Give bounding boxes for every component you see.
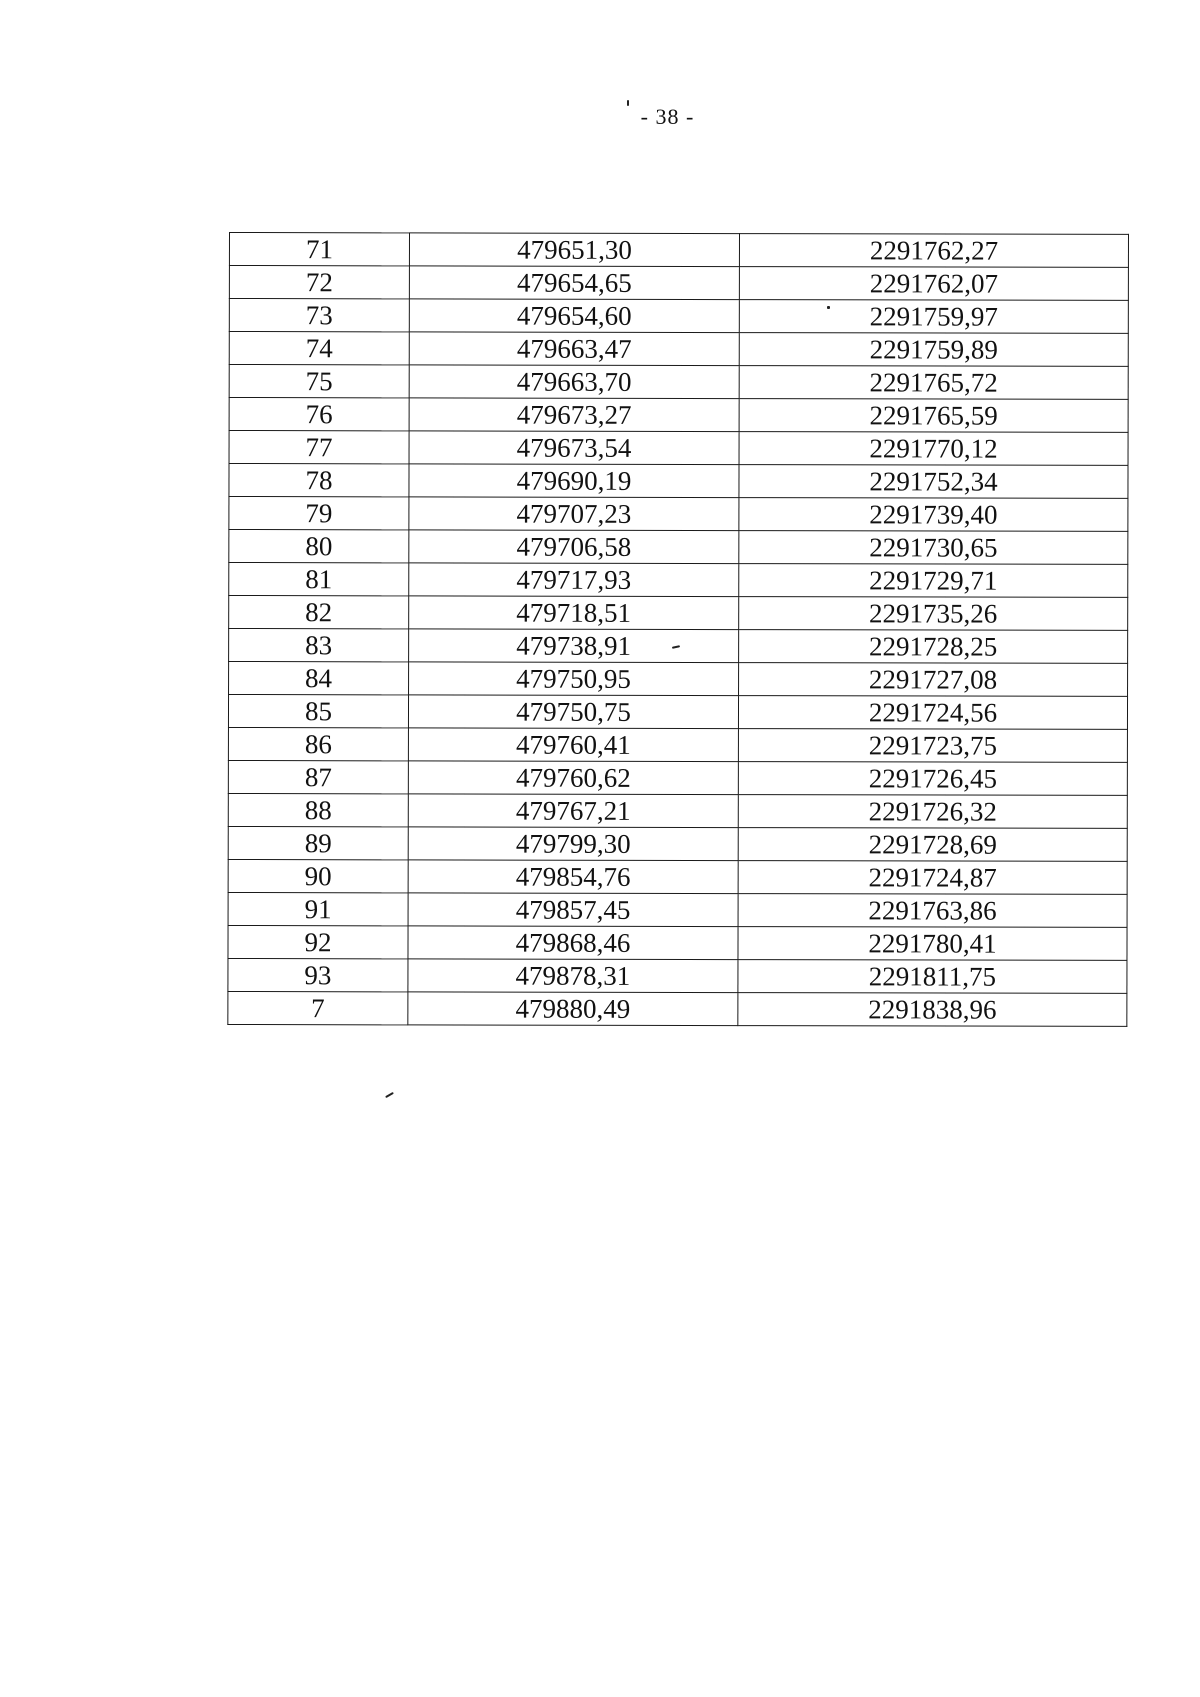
x-coordinate-cell: 479760,62: [408, 761, 738, 795]
point-number-cell: 76: [229, 398, 409, 431]
point-number-cell: 93: [228, 958, 408, 991]
y-coordinate-cell: 2291811,75: [738, 960, 1127, 994]
point-number-cell: 80: [229, 530, 409, 563]
y-coordinate-cell: 2291765,59: [739, 399, 1128, 433]
y-coordinate-cell: 2291727,08: [739, 663, 1128, 697]
point-number-cell: 74: [229, 332, 409, 365]
y-coordinate-cell: 2291838,96: [738, 993, 1127, 1027]
table-row: [229, 431, 1128, 466]
y-coordinate-cell: 2291759,97: [739, 300, 1128, 334]
x-coordinate-cell: 479717,93: [409, 563, 739, 597]
y-coordinate-cell: 2291759,89: [739, 333, 1128, 367]
y-coordinate-cell: 2291762,27: [739, 234, 1128, 268]
point-number-cell: 92: [228, 925, 408, 958]
y-coordinate-cell: 2291752,34: [739, 465, 1128, 499]
y-coordinate-cell: 2291730,65: [739, 531, 1128, 565]
table-row: [229, 299, 1128, 334]
point-number-cell: 85: [228, 695, 408, 728]
x-coordinate-cell: 479868,46: [408, 926, 738, 960]
table-row: [228, 892, 1127, 927]
point-number-cell: 89: [228, 826, 408, 859]
point-number-cell: 82: [229, 596, 409, 629]
scan-speck: [627, 100, 629, 106]
y-coordinate-cell: 2291763,86: [738, 894, 1127, 928]
page-number: - 38 -: [640, 104, 695, 129]
point-number-cell: 78: [229, 464, 409, 497]
x-coordinate-cell: 479654,60: [409, 299, 739, 333]
table-row: [229, 530, 1128, 565]
y-coordinate-cell: 2291723,75: [738, 729, 1127, 763]
point-number-cell: 77: [229, 431, 409, 464]
table-row: [228, 727, 1127, 762]
y-coordinate-cell: 2291726,45: [738, 762, 1127, 796]
x-coordinate-cell: 479880,49: [408, 992, 738, 1026]
x-coordinate-cell: 479663,47: [409, 332, 739, 366]
table-row: [228, 958, 1127, 993]
table-row: [229, 266, 1128, 301]
x-coordinate-cell: 479750,75: [408, 695, 738, 729]
x-coordinate-cell: 479673,54: [409, 431, 739, 465]
table-row: [228, 826, 1127, 861]
point-number-cell: 86: [228, 727, 408, 760]
table-row: [229, 233, 1128, 268]
table-row: [229, 497, 1128, 532]
x-coordinate-cell: 479673,27: [409, 398, 739, 432]
table-row: [228, 925, 1127, 960]
scan-speck: [385, 1092, 394, 1098]
y-coordinate-cell: 2291729,71: [739, 564, 1128, 598]
x-coordinate-cell: 479651,30: [409, 233, 739, 267]
y-coordinate-cell: 2291724,87: [738, 861, 1127, 895]
table-row: [229, 464, 1128, 499]
table-row: [229, 563, 1128, 598]
table-row: [229, 662, 1128, 697]
point-number-cell: 81: [229, 563, 409, 596]
point-number-cell: 73: [229, 299, 409, 332]
x-coordinate-cell: 479654,65: [409, 266, 739, 300]
x-coordinate-cell: 479750,95: [409, 662, 739, 696]
point-number-cell: 84: [229, 662, 409, 695]
x-coordinate-cell: 479799,30: [408, 827, 738, 861]
x-coordinate-cell: 479878,31: [408, 959, 738, 993]
coordinates-table: [227, 232, 1129, 1027]
point-number-cell: 88: [228, 793, 408, 826]
table-row: [228, 991, 1127, 1026]
y-coordinate-cell: 2291770,12: [739, 432, 1128, 466]
x-coordinate-cell: 479760,41: [408, 728, 738, 762]
y-coordinate-cell: 2291765,72: [739, 366, 1128, 400]
table-row: [229, 332, 1128, 367]
point-number-cell: 72: [229, 266, 409, 299]
x-coordinate-cell: 479690,19: [409, 464, 739, 498]
y-coordinate-cell: 2291735,26: [739, 597, 1128, 631]
point-number-cell: 71: [229, 233, 409, 266]
coordinates-table-body: [228, 233, 1129, 1027]
scan-speck: [827, 306, 830, 309]
y-coordinate-cell: 2291762,07: [739, 267, 1128, 301]
table-row: [229, 365, 1128, 400]
table-row: [228, 859, 1127, 894]
y-coordinate-cell: 2291728,25: [739, 630, 1128, 664]
y-coordinate-cell: 2291780,41: [738, 927, 1127, 961]
table-row: [229, 398, 1128, 433]
x-coordinate-cell: 479718,51: [409, 596, 739, 630]
table-row: [228, 695, 1127, 730]
point-number-cell: 87: [228, 760, 408, 793]
y-coordinate-cell: 2291726,32: [738, 795, 1127, 829]
point-number-cell: 79: [229, 497, 409, 530]
point-number-cell: 90: [228, 859, 408, 892]
x-coordinate-cell: 479854,76: [408, 860, 738, 894]
y-coordinate-cell: 2291724,56: [738, 696, 1127, 730]
y-coordinate-cell: 2291739,40: [739, 498, 1128, 532]
x-coordinate-cell: 479663,70: [409, 365, 739, 399]
x-coordinate-cell: 479767,21: [408, 794, 738, 828]
point-number-cell: 91: [228, 892, 408, 925]
point-number-cell: 7: [228, 991, 408, 1024]
point-number-cell: 75: [229, 365, 409, 398]
y-coordinate-cell: 2291728,69: [738, 828, 1127, 862]
point-number-cell: 83: [229, 629, 409, 662]
table-row: [228, 793, 1127, 828]
x-coordinate-cell: 479738,91: [409, 629, 739, 663]
table-row: [229, 596, 1128, 631]
x-coordinate-cell: 479706,58: [409, 530, 739, 564]
x-coordinate-cell: 479707,23: [409, 497, 739, 531]
table-row: [228, 760, 1127, 795]
x-coordinate-cell: 479857,45: [408, 893, 738, 927]
